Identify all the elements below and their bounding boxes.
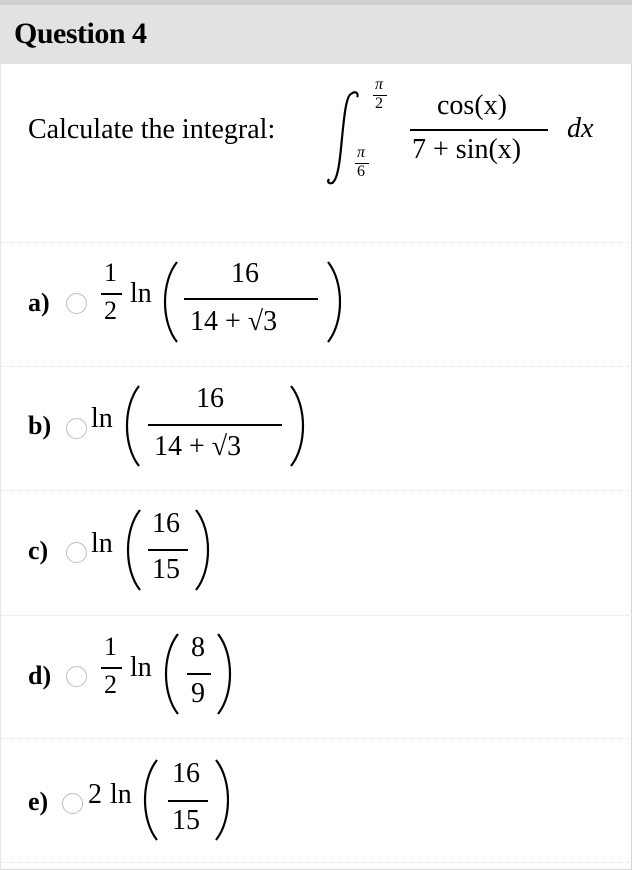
- radio-option-b[interactable]: [66, 418, 87, 439]
- right-paren: [285, 382, 309, 470]
- radio-option-d[interactable]: [66, 666, 87, 687]
- separator: [0, 615, 632, 616]
- left-paren: [139, 756, 163, 844]
- fraction-denominator: 14 + √3: [190, 306, 278, 337]
- fraction-bar: [148, 549, 188, 551]
- coefficient-numerator: 1: [104, 258, 117, 287]
- separator: [0, 242, 632, 243]
- fraction-bar: [187, 673, 211, 675]
- right-paren: [322, 258, 346, 346]
- fraction-denominator: 14 + √3: [154, 431, 242, 462]
- question-header: [0, 5, 632, 64]
- coefficient-bar: [101, 293, 122, 295]
- integral-sign: [326, 88, 360, 188]
- right-paren: [212, 630, 236, 718]
- lower-limit-denominator: 6: [357, 163, 365, 180]
- upper-limit-denominator: 2: [375, 95, 383, 112]
- integrand-numerator: cos(x): [437, 90, 507, 121]
- fraction-numerator: 16: [172, 758, 200, 789]
- separator: [0, 862, 632, 863]
- fraction-bar: [168, 800, 208, 802]
- left-paren: [160, 630, 184, 718]
- fraction-bar: [184, 298, 318, 300]
- prompt-text: Calculate the integral:: [28, 114, 276, 145]
- coefficient-bar: [101, 667, 122, 669]
- radio-option-a[interactable]: [66, 293, 87, 314]
- fraction-numerator: 16: [152, 508, 180, 539]
- function-ln: ln: [130, 652, 152, 683]
- separator: [0, 366, 632, 367]
- fraction-denominator: 15: [152, 554, 180, 585]
- separator: [0, 490, 632, 491]
- integrand-fraction-bar: [410, 129, 548, 131]
- differential: dx: [567, 113, 594, 144]
- upper-limit-numerator: π: [375, 76, 384, 93]
- right-paren: [210, 756, 234, 844]
- option-label: c): [28, 536, 49, 565]
- integrand-denominator: 7 + sin(x): [412, 134, 522, 165]
- coefficient-denominator: 2: [104, 296, 117, 325]
- separator: [0, 738, 632, 739]
- left-paren: [159, 258, 183, 346]
- function-ln: ln: [130, 278, 152, 309]
- option-label: b): [28, 411, 52, 440]
- coefficient-denominator: 2: [104, 670, 117, 699]
- question-title: Question 4: [14, 17, 147, 50]
- fraction-numerator: 16: [196, 383, 224, 414]
- coefficient: 2: [88, 779, 102, 810]
- function-ln: ln: [91, 528, 113, 559]
- fraction-bar: [148, 424, 282, 426]
- option-label: d): [28, 661, 52, 690]
- left-paren: [122, 506, 146, 594]
- option-label: e): [28, 787, 49, 816]
- left-paren: [121, 382, 145, 470]
- right-paren: [190, 506, 214, 594]
- coefficient-numerator: 1: [104, 632, 117, 661]
- fraction-denominator: 15: [172, 805, 200, 836]
- option-label: a): [28, 288, 50, 317]
- function-ln: ln: [91, 403, 113, 434]
- fraction-numerator: 16: [231, 258, 259, 289]
- function-ln: ln: [110, 779, 132, 810]
- radio-option-e[interactable]: [62, 793, 83, 814]
- fraction-numerator: 8: [191, 632, 205, 663]
- fraction-denominator: 9: [191, 678, 205, 709]
- radio-option-c[interactable]: [66, 542, 87, 563]
- lower-limit-numerator: π: [357, 144, 366, 161]
- left-border: [0, 64, 1, 870]
